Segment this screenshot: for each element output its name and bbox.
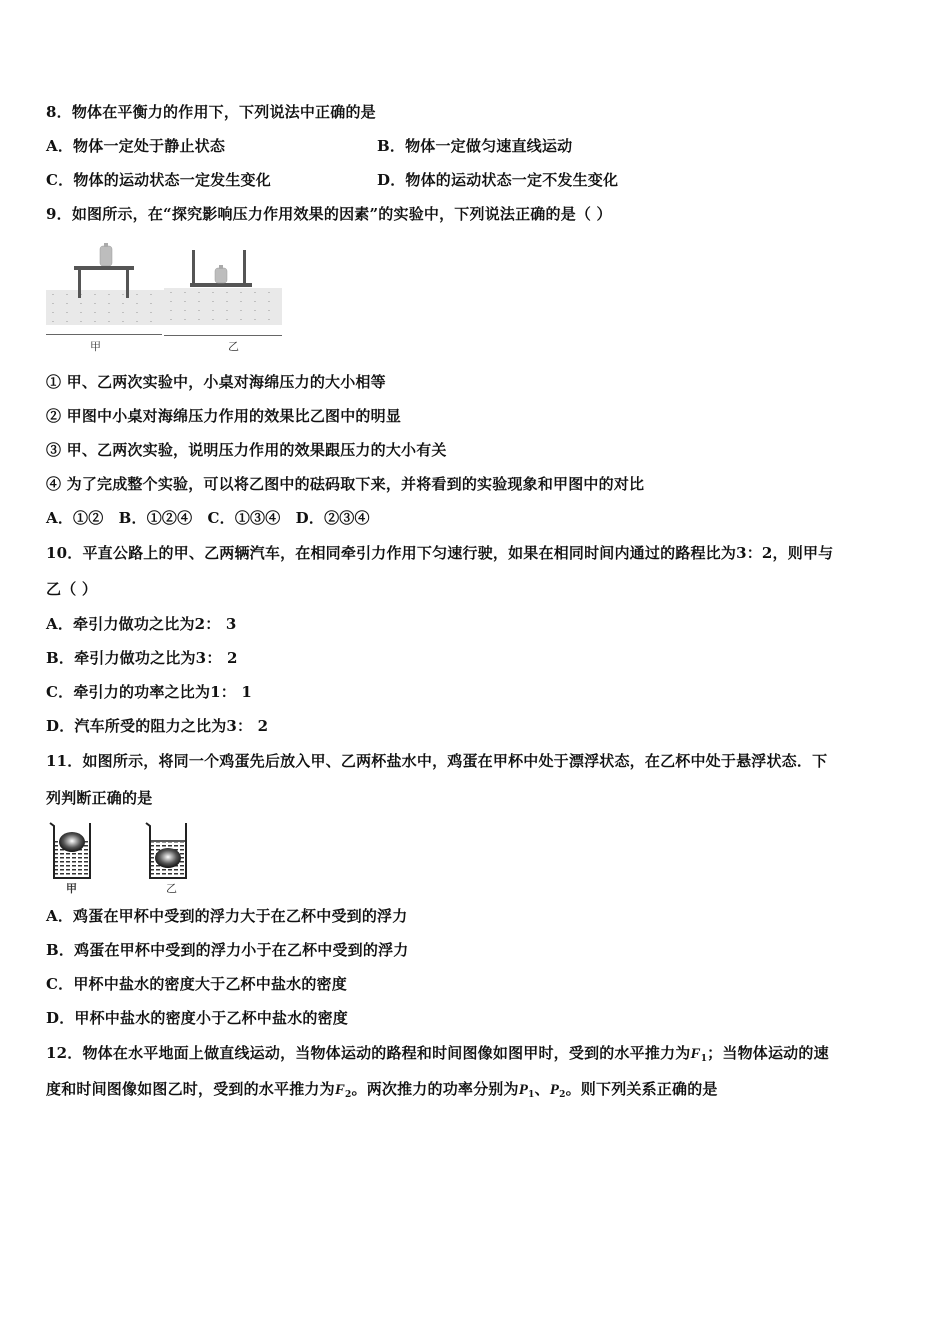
q8-option-a: A．物体一定处于静止状态: [46, 137, 226, 155]
q10-stem-line1: 10．平直公路上的甲、乙两辆汽车，在相同牵引力作用下匀速行驶，如果在相同时间内通过的路程比为3：2，则甲与: [46, 544, 834, 562]
q9-statement-2: ② 甲图中小桌对海绵压力作用的效果比乙图中的明显: [46, 407, 402, 425]
q11-stem-line1: 11．如图所示，将同一个鸡蛋先后放入甲、乙两杯盐水中，鸡蛋在甲杯中处于漂浮状态，在乙杯中处于悬浮状态．下: [46, 752, 828, 770]
q8-option-b: B．物体一定做匀速直线运动: [377, 137, 573, 155]
q9-statement-4: ④ 为了完成整个实验，可以将乙图中的砝码取下来，并将看到的实验现象和甲图中的对比: [46, 475, 645, 493]
divider: [164, 335, 282, 336]
q9-statement-3: ③ 甲、乙两次实验，说明压力作用的效果跟压力的大小有关: [46, 441, 447, 459]
figure-label-yi: 乙: [228, 340, 239, 353]
q12-stem-line1: 12．物体在水平地面上做直线运动，当物体运动的路程和时间图像如图甲时，受到的水平推力为$F_1$；当物体运动的速: [46, 1044, 829, 1064]
q8-option-d: D．物体的运动状态一定不发生变化: [377, 171, 619, 189]
q9-stem: 9．如图所示，在“探究影响压力作用效果的因素”的实验中，下列说法正确的是（ ）: [46, 205, 612, 223]
q12-stem-line2: 度和时间图像如图乙时，受到的水平推力为$F_2$。两次推力的功率分别为$P_1$、$P_2$。则下列关系正确的是: [46, 1080, 718, 1100]
q11-option-b: B．鸡蛋在甲杯中受到的浮力小于在乙杯中受到的浮力: [46, 941, 409, 959]
q10-stem-line2: 乙（ ）: [46, 580, 98, 598]
table-legs-down-icon: [71, 242, 141, 304]
beaker-suspended-egg-icon: [144, 820, 194, 882]
figure-label-jia: 甲: [90, 340, 101, 353]
sponge-right: [164, 288, 282, 325]
q8-stem: 8．物体在平衡力的作用下，下列说法中正确的是: [46, 103, 376, 121]
q11-option-d: D．甲杯中盐水的密度小于乙杯中盐水的密度: [46, 1009, 349, 1027]
table-legs-up-icon: [186, 248, 256, 293]
divider: [46, 334, 162, 335]
q9-statement-1: ① 甲、乙两次实验中，小桌对海绵压力的大小相等: [46, 373, 386, 391]
q8-option-c: C．物体的运动状态一定发生变化: [46, 171, 271, 189]
q10-option-b: B．牵引力做功之比为3： 2: [46, 649, 238, 667]
q11-option-a: A．鸡蛋在甲杯中受到的浮力大于在乙杯中受到的浮力: [46, 907, 408, 925]
q10-option-c: C．牵引力的功率之比为1： 1: [46, 683, 253, 701]
beaker-floating-egg-icon: [48, 820, 98, 882]
q9-options: A．①② B．①②④ C．①③④ D．②③④: [46, 509, 370, 527]
figure-label-yi: 乙: [166, 882, 177, 895]
q9-sponge-table-figure: [46, 240, 286, 355]
figure-label-jia: 甲: [66, 882, 77, 895]
q11-stem-line2: 列判断正确的是: [46, 789, 153, 807]
q11-beaker-egg-figure: [46, 820, 206, 895]
q10-option-a: A．牵引力做功之比为2： 3: [46, 615, 237, 633]
q11-option-c: C．甲杯中盐水的密度大于乙杯中盐水的密度: [46, 975, 347, 993]
q10-option-d: D．汽车所受的阻力之比为3： 2: [46, 717, 269, 735]
